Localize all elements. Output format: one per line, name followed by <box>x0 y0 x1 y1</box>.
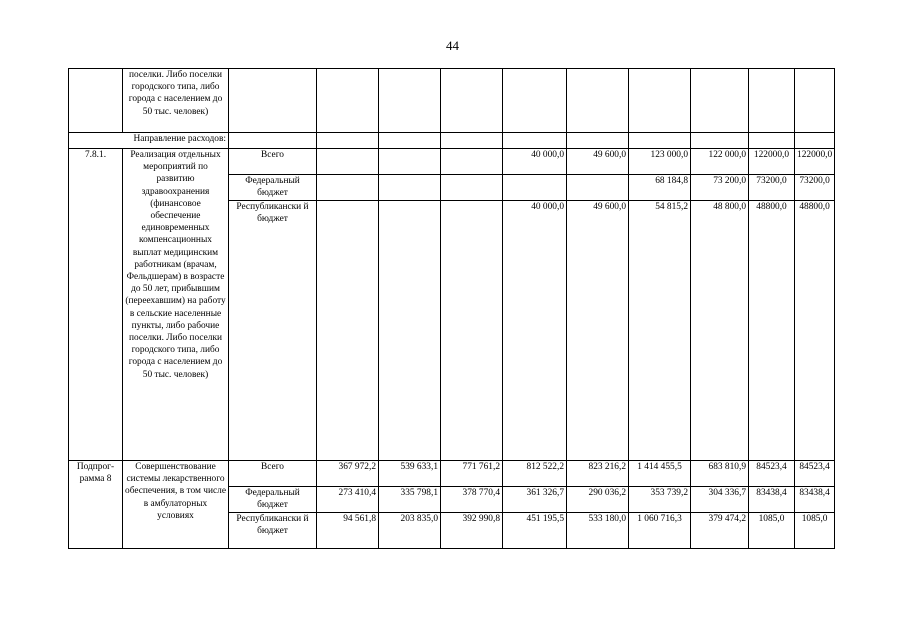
value-cell: 49 600,0 <box>567 149 629 175</box>
value-cell: 1085,0 <box>749 513 795 549</box>
value-cell: 73200,0 <box>795 175 835 201</box>
value-cell: 353 739,2 <box>629 487 691 513</box>
table-row-continuation <box>69 69 835 133</box>
value-cell: 123 000,0 <box>629 149 691 175</box>
value-cell <box>379 201 441 461</box>
value-cell <box>567 175 629 201</box>
value-cell: 451 195,5 <box>503 513 567 549</box>
value-cell: 392 990,8 <box>441 513 503 549</box>
value-cell: 54 815,2 <box>629 201 691 461</box>
value-cell: 40 000,0 <box>503 201 567 461</box>
table-row-direction <box>69 133 835 149</box>
value-cell: 683 810,9 <box>691 461 749 487</box>
value-cell: 40 000,0 <box>503 149 567 175</box>
value-cell: 290 036,2 <box>567 487 629 513</box>
value-cell: 68 184,8 <box>629 175 691 201</box>
value-cell <box>503 175 567 201</box>
value-cell <box>379 149 441 175</box>
value-cell <box>317 149 379 175</box>
page-number: 44 <box>446 38 459 53</box>
value-cell: 273 410,4 <box>317 487 379 513</box>
value-cell <box>441 201 503 461</box>
value-cell: 83438,4 <box>795 487 835 513</box>
value-cell: 48800,0 <box>795 201 835 461</box>
value-cell: 304 336,7 <box>691 487 749 513</box>
value-cell: 378 770,4 <box>441 487 503 513</box>
budget-table <box>68 68 835 549</box>
value-cell: 335 798,1 <box>379 487 441 513</box>
value-cell: 48800,0 <box>749 201 795 461</box>
value-cell: 203 835,0 <box>379 513 441 549</box>
value-cell: 48 800,0 <box>691 201 749 461</box>
value-cell: 94 561,8 <box>317 513 379 549</box>
value-cell: 1 060 716,3 <box>629 513 691 549</box>
value-cell: 539 633,1 <box>379 461 441 487</box>
table-row <box>69 149 835 175</box>
value-cell: 122000,0 <box>749 149 795 175</box>
table-row <box>69 461 835 487</box>
source-cell: Федеральный бюджет <box>229 487 317 513</box>
description-cell: Реализация отдельных мероприятий по развитию здравоохранения (финансовое обеспечение единовременных компенсационных выплат медицинским работникам (врачам, Фельдшерам) в возрасте до 50 лет, прибывшим (переехавшим) на работу в сельские населенные пункты, либо рабочие поселки. Либо поселки городского типа, либо города с населением до 50 тыс. человек) <box>123 149 229 461</box>
value-cell: 533 180,0 <box>567 513 629 549</box>
value-cell: 84523,4 <box>749 461 795 487</box>
value-cell: 84523,4 <box>795 461 835 487</box>
value-cell: 49 600,0 <box>567 201 629 461</box>
source-cell: Республикански й бюджет <box>229 201 317 461</box>
code-cell <box>69 69 123 133</box>
value-cell <box>441 149 503 175</box>
direction-label: Направление расходов: <box>69 133 229 149</box>
value-cell: 122 000,0 <box>691 149 749 175</box>
value-cell: 823 216,2 <box>567 461 629 487</box>
value-cell: 812 522,2 <box>503 461 567 487</box>
source-cell: Республикански й бюджет <box>229 513 317 549</box>
value-cell: 361 326,7 <box>503 487 567 513</box>
description-cell: Совершенствование системы лекарственного обеспечения, в том числе в амбулаторных условиях <box>123 461 229 549</box>
value-cell: 1 414 455,5 <box>629 461 691 487</box>
value-cell: 771 761,2 <box>441 461 503 487</box>
code-cell: 7.8.1. <box>69 149 123 461</box>
value-cell: 83438,4 <box>749 487 795 513</box>
source-cell: Всего <box>229 149 317 175</box>
source-cell: Всего <box>229 461 317 487</box>
value-cell: 379 474,2 <box>691 513 749 549</box>
code-cell: Подпрог-рамма 8 <box>69 461 123 549</box>
value-cell: 1085,0 <box>795 513 835 549</box>
value-cell: 73200,0 <box>749 175 795 201</box>
description-cell: поселки. Либо поселки городского типа, либо города с населением до 50 тыс. человек) <box>123 69 229 133</box>
value-cell: 73 200,0 <box>691 175 749 201</box>
value-cell <box>441 175 503 201</box>
source-cell: Федеральный бюджет <box>229 175 317 201</box>
value-cell: 122000,0 <box>795 149 835 175</box>
value-cell <box>317 201 379 461</box>
value-cell <box>379 175 441 201</box>
value-cell: 367 972,2 <box>317 461 379 487</box>
value-cell <box>317 175 379 201</box>
